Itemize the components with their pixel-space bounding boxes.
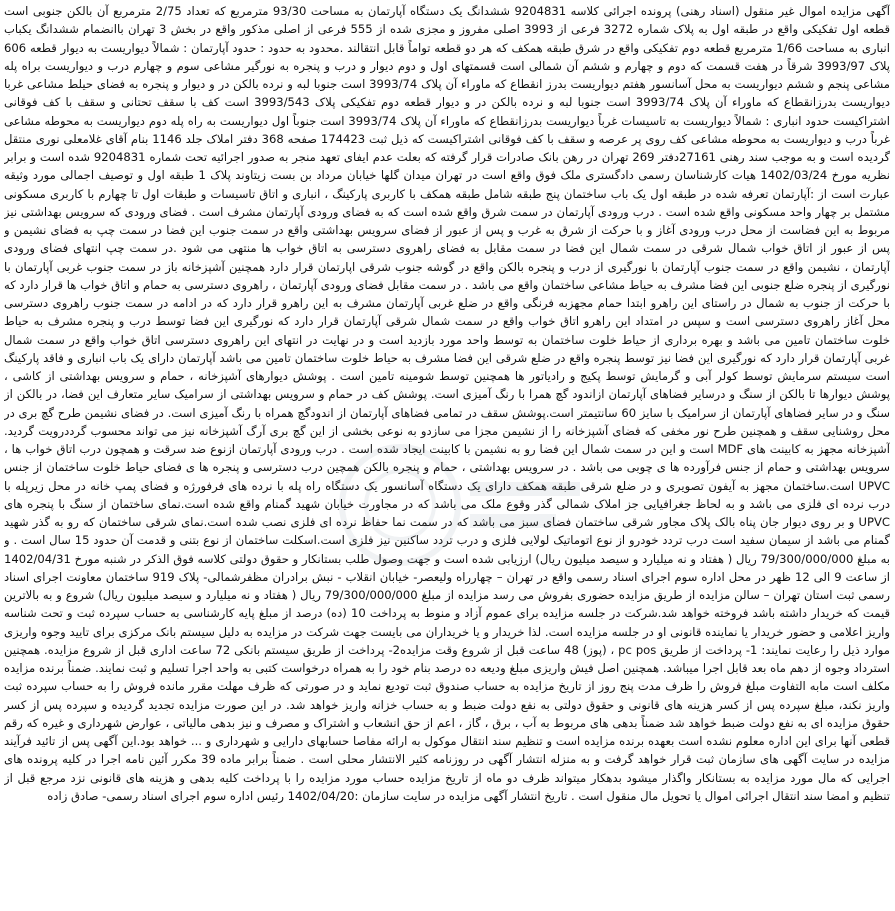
auction-notice-document: [4, 2, 890, 907]
auction-notice-text: آگهی مزایده اموال غیر منقول (اسناد رهنی) پرونده اجرائی کلاسه 9204831 ششدانگ یک دستگاه آپارتمان به مساحت 93/30 مترمربع که تعداد 2/75 مترمربع آن بالکن جنوبی است قطعه اول تفکیکی واقع در طبقه اول به پلاک شماره 3272 فرعی از 3993 اصلی مفروز و مجزی شده از 555 فرعی از اصلی مذکور واقع در بخش 3 تهران باانضمام ششدانگ یکباب انباری به مساحت 1/66 مترمربع قطعه دوم تفکیکی واقع در شرق طبقه همکف که هر دو قطعه تواماً قابل انتقالند .محدود به حدود : حدود آپارتمان : شمالاً دیواریست به دیوار قطعه 606 پلاک 3993/97 شرقاً در هفت قسمت که دوم و چهارم و ششم آن شمالی است قسمتهای اول و دوم دیوار و درب و پنجره به نورگیر مشاعی سوم و چهارم درب و دیواریست براه پله مشاعی پنجم و ششم دیواریست به محل آسانسور هفتم دیواریست بدرز انقطاع که ماوراء آن پلاک 3993/74 است جنوبا لبه و نرده بالکن در و دیوار و پنجره به فضای حیلط مشاعی غربا دیواریست بدرزانقطاع که ماوراء آن پلاک 3993/74 است جنوبا لبه و نرده بالکن در و دیوار قطعه دوم تفکیکی پلاک 3993/543 است کف با سقف تحتانی و سقف با کف فوقانی اشتراکیست حدود انباری : شمالاً دیواریست به تاسیسات غرباً دیواریست بدرزانقطاع که ماوراء آن پلاک 3993/74 است جنوباً اول دیواریست به راه پله دوم دیواریست به محوطه مشاعی غرباً درب و دیواریست به محوطه مشاعی کف روی پر عرصه و سقف با کف فوقانی اشتراکیست که ذیل ثبت 174423 صفحه 368 دفتر املاک جلد 1146 بنام آقای غلامعلی نوری منتقل گردیده است و به موجب سند رهنی 27161دفتر 269 تهران در رهن بانک صادرات قرار گرفته که بعلت عدم ایفای تعهد منجر به صدور اجرائیه تحت شماره 9204831 شده است و برابر نظریه مورخ 1402/03/24 هیات کارشناسان رسمی دادگستری ملک فوق واقع است در تهران میدان گلها خیابان مرداد بن بست زیتاوند پلاک 1 طبقه اول و توصیف اجمالی مورد وثیقه عبارت است از :آپارتمان تعرفه شده در طبقه اول یک باب ساختمان پنج طبقه شامل طبقه همکف با کاربری پارکینگ ، انباری و اتاق تاسیسات و طبقات اول تا چهارم با کاربری مسکونی مشتمل بر چهار واحد مسکونی واقع شده است . درب ورودی آپارتمان در سمت شرق واقع شده است که به فضای ورودی آپارتمان مشرف است . فضای ورودی که سرویس بهداشتی نیز مربوط به این فضاست از محل درب ورودی آغاز و با حرکت از شرق به غرب و پس از عبور از فضای سرویس بهداشتی واقع در سمت جنوب این فضا در سمت چپ به فضای نشیمن و پس از عبور از اتاق خواب شمال شرقی در سمت شمال این فضا در سمت مقابل به فضای راهروی دسترسی به اتاق خواب ها منتهی می شود .در سمت چپ انتهای فضای ورودی آپارتمان ، نشیمن واقع در سمت جنوب آپارتمان با نورگیری از درب و پنجره بالکن واقع در گوشه جنوب شرقی اپارتمان قرار دارد همچنین آشپزخانه باز در سمت جنوب غربی آپارتمان با نورگیری از پنجره ضلع جنوبی این فضا مشرف به حیاط مشاعی ساختمان واقع می باشد . در سمت مقابل فضای ورودی آپارتمان ، راهروی دسترسی به حمام و اتاق خواب ها قرار دارد که با حرکت از جنوب به شمال در راستای این راهرو ابتدا حمام مجهزبه فرنگی واقع در ضلع غربی آپارتمان مشرف به این راهرو قرار دارد که در ادامه در سمت جنوب راهروی دسترسی محل آغاز راهروی دسترسی است و سپس در امتداد این راهرو اتاق خواب واقع در سمت شمال شرقی آپارتمان قرار دارد که نورگیری این فضا توسط درب و پنجره مشرف به حیاط خلوت ساختمان تامین می باشد و بهره برداری از حیاط خلوت ساختمان به توسط واحد مورد بازدید است و در نهایت در انتهای این راهروی دسترسی اتاق خواب واقع در سمت شمال غربی آپارتمان قرار دارد که نورگیری این فضا نیز توسط پنجره واقع در ضلع شرقی این فضا مشرف به حیاط خلوت ساختمان تامین می باشد آپارتمان دارای یک باب انباری و فاقد پارکینگ است سیستم سرمایش توسط کولر آبی و گرمایش توسط پکیج و رادیاتور ها همچنین توسط شومینه تامین است . پوشش دیوارهای آشپزخانه ، حمام و سرویس بهداشتی از کاشی ، پوشش دیوارها تا بالکن از سنگ و درسایر فضاهای آپارتمان ازاندود گچ همرا با رنگ آمیزی است. پوشش کف در حمام و سرویس بهداشتی از سرامیک سایر متعارف این فضا، در بالکن از سنگ و در سایر فضاهای آپارتمان از سرامیک با سایز 60 سانتیمتر است.پوشش سقف در تمامی فضاهای آپارتمان از اندودگچ همراه با رنگ آمیزی است. در فضای نشیمن طرح گچ بری در محل روشنایی سقف و همچنین طرح نور مخفی که فضای آشپزخانه را از نشیمن مجزا می سازدو به نوعی بخشی از این گچ بری آرگ آشپزخانه نیز می تواند محسوب گرددرویت گردید. آشپزخانه مجهز به کابینت های MDF است و این در سمت شمال این فضا رو به نشیمن با کابینت ایجاد شده است . درب ورودی آپارتمان ازنوع ضد سرقت و همچون درب اتاق خواب ها ، سرویس بهداشتی و حمام از جنس فرآورده ها ی چوبی می باشد . در سرویس بهداشتی ، حمام و پنجره بالکن همچین درب دسترسی و پنجره ها ی فضای حیاط خلوت ساختمان از جنس UPVC است.ساختمان مجهز به آیفون تصویری و در ضلع شرقی طبقه همکف دارای یک دستگاه آسانسور یک دستگاه راه پله با نرده های فرفورژه و فضای پمپ خانه در محل زیرپله با درب نرده ای فلزی می باشد و به لحاظ جغرافیایی جز املاک شمالی گذر وقوع ملک می باشد که در مجاورت خیابان شهید گمنام واقع شده است.نمای ساختمان از سنگ با پنجره های UPVC و بر روی دیوار جان پناه بالک پلاک مجاور شرقی ساختمان فضای سبز می باشد که در سمت نما حفاظ نرده ای فلزی نصب شده است.نمای شرقی ساختمان که رو به گذر شهید گمنام می باشد از سیمان سفید است درب تردد خودرو از نوع اتوماتیک لولایی فلزی و درب تردد ساکنین نیز فلزی است.اسکلت ساختمان از نوع بتنی و قدمت آن حدود 15 سال است . و به مبلغ 79/300/000/000 ریال ( هفتاد و نه میلیارد و سیصد میلیون ریال) ارزیابی شده است و جهت وصول طلب بستانکار و حقوق دولتی کلاسه فوق الذکر در شنبه مورخ 1402/04/31 از ساعت 9 الی 12 ظهر در محل اداره سوم اجرای اسناد رسمی واقع در تهران – چهارراه ولیعصر- خیابان انقلاب - نبش برادران مظفرشمالی- پلاک 919 ساختمان معاونت اجرای اسناد رسمی ثبت استان تهران – سالن مزایده از طریق مزایده حضوری بفروش می رسد مزایده از مبلغ 79/300/000/000 ریال ( هفتاد و نه میلیارد و سیصد میلیون ریال) شروع و به بالاترین قیمت که خریدار داشته باشد فروخته خواهد شد.شرکت در جلسه مزایده برای عموم آزاد و منوط به پرداخت 10 (ده) درصد از مبلغ پایه کارشناسی به حساب سپرده ثبت و تحت شناسه واریز اعلامی و حضور خریدار یا نماینده قانونی او در جلسه مزایده است. لذا خریدار و یا خریداران می بایست جهت شرکت در مزایده به دلیل سیستم بانک مرکزی برای تایید وجوه واریزی موارد ذیل را رعایت نمایند: 1- پرداخت از طریق pc pos ، (پوز) 48 ساعت قبل از شروع وقت مزایده2- پرداخت از طریق سیستم بانکی 72 ساعت اداری قبل از شروع مزایده. همچنین استرداد وجوه از دهم ماه بعد قابل اجرا میباشد. همچنین اصل فیش واریزی مبلغ ودیعه ده درصد بنام خود را به همراه درخواست کتبی به واحد اجرا تسلیم و ثبت نمایند. ضمناً برنده مزایده مکلف است مابه التفاوت مبلغ فروش را ظرف مدت پنج روز از تاریخ مزایده به حساب صندوق ثبت تودیع نماید و در صورتی که ظرف مهلت مقرر مانده فروش را به حساب سپرده ثبت واریز نکند، مبلغ سپرده پس از کسر هزینه های قانونی و حقوق دولتی به نفع دولت ضبط و به حساب خزانه واریز خواهد شد. در این صورت مزایده تجدید گردیده و سپرده پس از کسر حقوق مزایده ای به نفع دولت ضبط خواهد شد ضمناً بدهی های مربوط به آب ، برق ، گاز ، اعم از حق انشعاب و اشتراک و مصرف و نیز بدهی مالیاتی ، عوارض شهرداری و غیره که رقم قطعی آنها برای این اداره معلوم نشده است بعهده برنده مزایده است و تنظیم سند انتقال موکول به ارائه مفاصا حسابهای دارایی و شهرداری و ... خواهد بود.این آگهی پس از تائید فرآیند مزایده در سایت آگهی های سازمان ثبت قرار خواهد گرفت و به منزله انتشار آگهی در روزنامه کثیر الانتشار محلی است . ضمناً برابر ماده 39 مکرر آئین نامه اجرا در کلیه پرونده های اجرایی که مال مورد مزایده به بستانکار واگذار میشود بدهکار میتواند ظرف دو ماه از تاریخ مزایده حساب مورد مزایده را با پرداخت کلیه بدهی و هزینه های قانونی نزد مرجع قبل از تنظیم و امضا سند انتقال اجرائی اموال یا تحویل مال منقول است . تاریخ انتشار آگهی مزایده در سایت سازمان :1402/04/20 رئیس اداره سوم اجرای اسناد رسمی- صادق زاده: [4, 4, 890, 803]
